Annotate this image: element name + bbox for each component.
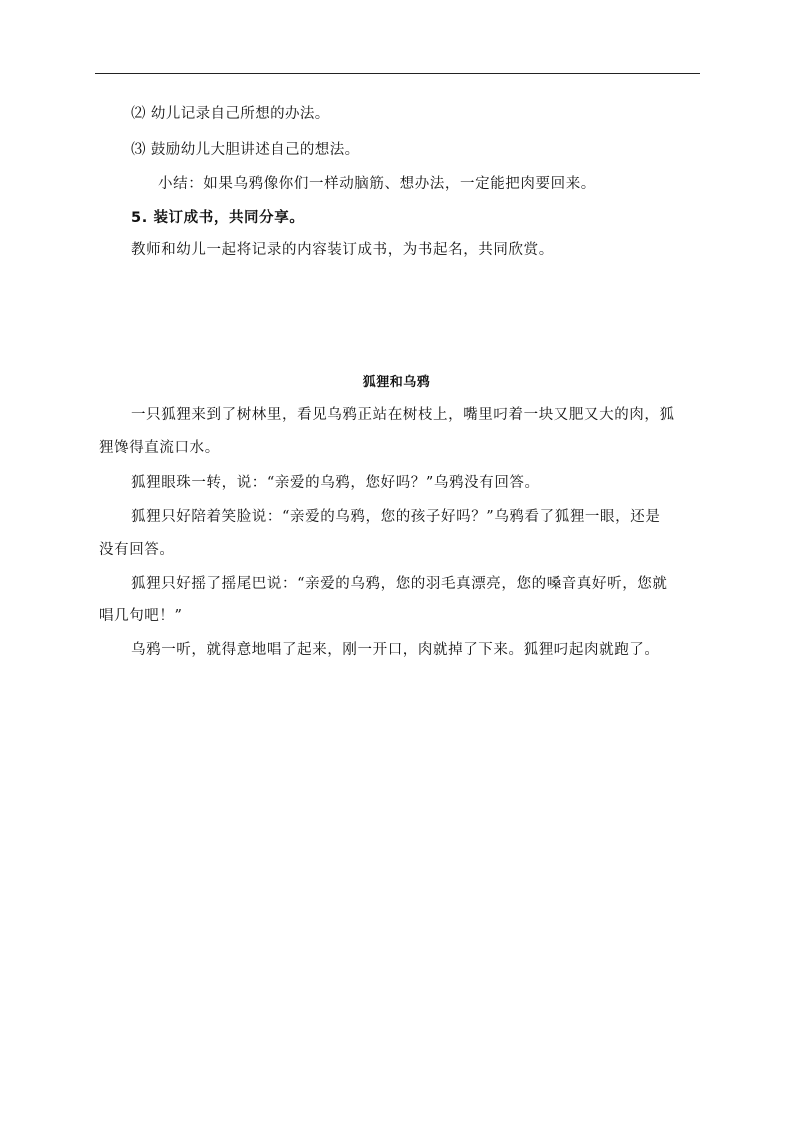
story-paragraph-3-line-1: 狐狸只好陪着笑脸说：“亲爱的乌鸦，您的孩子好吗？”乌鸦看了狐狸一眼，还是	[131, 509, 661, 525]
story-paragraph-1-line-2: 狸馋得直流口水。	[99, 440, 220, 456]
story-paragraph-5-line-1: 乌鸦一听，就得意地唱了起来，刚一开口，肉就掉了下来。狐狸叼起肉就跑了。	[131, 642, 660, 658]
story-title: 狐狸和乌鸦	[362, 375, 431, 390]
step-2-text: ⑵ 幼儿记录自己所想的办法。	[131, 106, 330, 122]
story-paragraph-4-line-2: 唱几句吧！”	[99, 608, 183, 624]
summary-text: 小结：如果乌鸦像你们一样动脑筋、想办法，一定能把肉要回来。	[158, 176, 596, 192]
story-paragraph-3-line-2: 没有回答。	[99, 542, 175, 558]
header-rule	[95, 73, 700, 74]
step-3-text: ⑶ 鼓励幼儿大胆讲述自己的想法。	[131, 142, 360, 158]
story-paragraph-1-line-1: 一只狐狸来到了树林里，看见乌鸦正站在树枝上，嘴里叼着一块又肥又大的肉，狐	[131, 407, 675, 423]
section-5-heading: 5. 装订成书，共同分享。	[131, 210, 305, 226]
story-paragraph-2-line-1: 狐狸眼珠一转，说：“亲爱的乌鸦，您好吗？”乌鸦没有回答。	[131, 475, 540, 491]
section-5-text: 教师和幼儿一起将记录的内容装订成书，为书起名，共同欣赏。	[131, 242, 554, 258]
story-paragraph-4-line-1: 狐狸只好摇了摇尾巴说：“亲爱的乌鸦，您的羽毛真漂亮，您的嗓音真好听，您就	[131, 576, 668, 592]
